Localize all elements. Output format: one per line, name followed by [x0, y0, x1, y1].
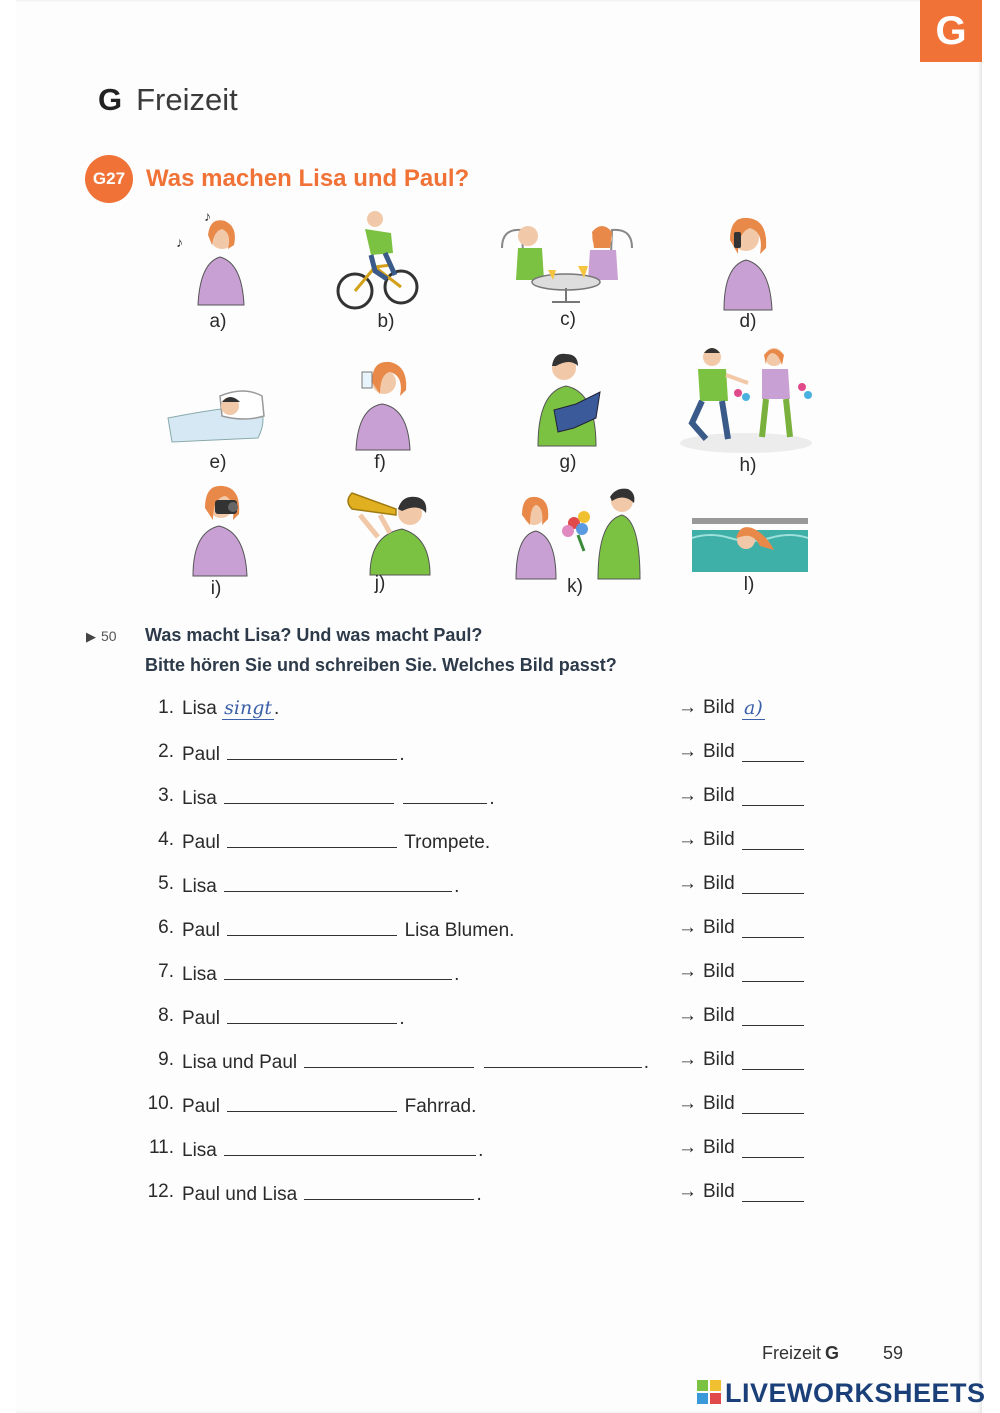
exercise-subject: Paul — [182, 832, 221, 853]
answer-example: singt — [224, 697, 273, 719]
cafe-icon — [498, 218, 636, 306]
exercise-subject: Lisa und Paul — [182, 1052, 298, 1073]
picture-label: i) — [210, 578, 222, 599]
swimming-icon — [690, 516, 810, 572]
cycling-icon — [335, 205, 420, 313]
exercise-tail: . — [399, 1008, 405, 1029]
bild-label: Bild — [703, 873, 735, 894]
exercise-number: 5. — [158, 873, 174, 894]
footer-section: Freizeit — [762, 1343, 822, 1363]
arrow-icon: → — [678, 785, 697, 806]
arrow-icon: → — [678, 1181, 697, 1202]
picture-answer-blank[interactable] — [742, 961, 804, 982]
chapter-title: Freizeit — [136, 82, 238, 117]
picture-label: a) — [209, 311, 227, 332]
exercise-subject: Lisa — [182, 788, 217, 809]
picture-label: b) — [377, 311, 395, 332]
arrow-icon: → — [678, 697, 697, 718]
exercise-number: 10. — [147, 1093, 174, 1114]
picture-label: f) — [374, 452, 386, 473]
bild-label: Bild — [703, 1181, 735, 1202]
picture-label: g) — [559, 452, 577, 473]
exercise-number: 12. — [147, 1181, 174, 1202]
exercise-row — [0, 1049, 1000, 1079]
arrow-icon: → — [678, 829, 697, 850]
flowers-icon — [512, 485, 642, 581]
picture-answer-blank[interactable] — [742, 917, 804, 938]
exercise-subject: Lisa — [182, 964, 217, 985]
page-heading — [98, 82, 238, 118]
answer-blank[interactable] — [403, 785, 487, 804]
exercise-tail: . — [274, 698, 280, 719]
exercise-number: 8. — [158, 1005, 174, 1026]
chapter-letter: G — [98, 82, 123, 117]
exercise-row — [0, 873, 1000, 903]
audio-track[interactable] — [86, 628, 117, 645]
exercise-row — [0, 829, 1000, 859]
phoning-icon — [712, 210, 782, 315]
page-footer — [762, 1343, 903, 1364]
exercise-badge: G27 — [85, 155, 133, 203]
liveworksheets-icon — [696, 1379, 722, 1405]
picture-label: h) — [739, 455, 757, 476]
bild-label: Bild — [703, 961, 735, 982]
bild-label: Bild — [703, 917, 735, 938]
arrow-icon: → — [678, 1049, 697, 1070]
exercise-row — [0, 961, 1000, 991]
answer-blank[interactable] — [227, 741, 397, 760]
exercise-tail: . — [454, 964, 460, 985]
answer-blank[interactable] — [224, 961, 452, 980]
answer-blank[interactable] — [304, 1181, 474, 1200]
answer-blank[interactable] — [227, 917, 397, 936]
sleeping-icon — [158, 378, 270, 450]
exercise-subject: Paul — [182, 1096, 221, 1117]
brand-name: LIVEWORKSHEETS — [725, 1378, 986, 1408]
exercise-row — [0, 917, 1000, 947]
picture-label: j) — [374, 573, 386, 594]
track-number: 50 — [101, 628, 117, 644]
exercise-number: 1. — [158, 697, 174, 718]
picture-answer-blank[interactable] — [742, 1005, 804, 1026]
arrow-icon: → — [678, 741, 697, 762]
exercise-row — [0, 1005, 1000, 1035]
answer-blank[interactable] — [227, 829, 397, 848]
picture-label: k) — [567, 576, 583, 597]
svg-text:♪: ♪ — [204, 208, 211, 224]
arrow-icon: → — [678, 1005, 697, 1026]
play-icon[interactable]: ▶ — [86, 629, 96, 644]
answer-blank[interactable] — [227, 1005, 397, 1024]
bild-label: Bild — [703, 1049, 735, 1070]
reading-icon — [530, 348, 608, 448]
exercise-number: 7. — [158, 961, 174, 982]
exercise-subject: Lisa — [182, 698, 217, 719]
answer-blank[interactable] — [304, 1049, 474, 1068]
exercise-tail: . — [489, 788, 495, 809]
exercise-tail: Lisa Blumen. — [404, 920, 515, 941]
exercise-tail: Trompete. — [404, 832, 491, 853]
picture-answer: a) — [744, 697, 763, 719]
section-title: Was machen Lisa und Paul? — [146, 165, 470, 192]
bild-label: Bild — [703, 1137, 735, 1158]
arrow-icon: → — [678, 1093, 697, 1114]
picture-label: d) — [739, 311, 757, 332]
exercise-number: 4. — [158, 829, 174, 850]
singing-icon — [170, 205, 260, 310]
arrow-icon: → — [678, 1137, 697, 1158]
arrow-icon: → — [678, 873, 697, 894]
exercise-subject: Paul und Lisa — [182, 1184, 298, 1205]
footer-letter: G — [825, 1343, 840, 1363]
exercise-number: 3. — [158, 785, 174, 806]
exercise-tail: . — [643, 1052, 649, 1073]
exercise-row — [0, 697, 1000, 727]
bild-label: Bild — [703, 697, 735, 718]
picture-label: e) — [209, 452, 227, 473]
picture-label: c) — [560, 309, 576, 330]
picture-answer-blank[interactable] — [742, 829, 804, 850]
exercise-tail: . — [478, 1140, 484, 1161]
exercise-row — [0, 785, 1000, 815]
instruction-line-2: Bitte hören Sie und schreiben Sie. Welches Bild passt? — [145, 655, 617, 675]
exercise-number: 9. — [158, 1049, 174, 1070]
exercise-number: 11. — [148, 1137, 174, 1158]
brand-logo — [696, 1378, 986, 1409]
drinking-icon — [350, 358, 415, 453]
trumpet-icon — [340, 485, 435, 577]
exercise-tail: . — [476, 1184, 482, 1205]
exercise-row — [0, 1137, 1000, 1167]
bild-label: Bild — [703, 785, 735, 806]
instruction-line-1: Was macht Lisa? Und was macht Paul? — [145, 625, 483, 645]
dancing-icon — [672, 343, 818, 455]
exercise-subject: Paul — [182, 920, 221, 941]
exercise-row — [0, 1093, 1000, 1123]
answer-blank[interactable] — [224, 1137, 476, 1156]
exercise-subject: Paul — [182, 1008, 221, 1029]
bild-label: Bild — [703, 1005, 735, 1026]
answer-blank[interactable] — [224, 785, 394, 804]
exercise-number: 6. — [158, 917, 174, 938]
exercise-subject: Paul — [182, 744, 221, 765]
picture-answer-blank[interactable] — [742, 741, 804, 762]
picture-answer-blank[interactable] — [742, 1049, 804, 1070]
picture-answer-blank[interactable] — [742, 1093, 804, 1114]
picture-answer-blank[interactable] — [742, 1137, 804, 1158]
exercise-subject: Lisa — [182, 876, 217, 897]
exercise-tail: Fahrrad. — [404, 1096, 477, 1117]
bild-label: Bild — [703, 829, 735, 850]
photographing-icon — [185, 480, 255, 578]
answer-blank[interactable] — [224, 873, 452, 892]
arrow-icon: → — [678, 961, 697, 982]
exercise-row — [0, 741, 1000, 771]
picture-answer-blank[interactable] — [742, 785, 804, 806]
picture-answer-blank[interactable] — [742, 873, 804, 894]
bild-label: Bild — [703, 741, 735, 762]
exercise-tail: . — [399, 744, 405, 765]
picture-label: l) — [743, 574, 755, 595]
exercise-row — [0, 1181, 1000, 1211]
arrow-icon: → — [678, 917, 697, 938]
answer-blank[interactable] — [227, 1093, 397, 1112]
svg-text:♪: ♪ — [176, 234, 183, 250]
answer-blank[interactable] — [484, 1049, 642, 1068]
exercise-subject: Lisa — [182, 1140, 217, 1161]
bild-label: Bild — [703, 1093, 735, 1114]
chapter-tab: G — [920, 0, 982, 62]
page-number: 59 — [883, 1343, 904, 1363]
exercise-number: 2. — [158, 741, 174, 762]
exercise-tail: . — [454, 876, 460, 897]
picture-answer-blank[interactable] — [742, 1181, 804, 1202]
